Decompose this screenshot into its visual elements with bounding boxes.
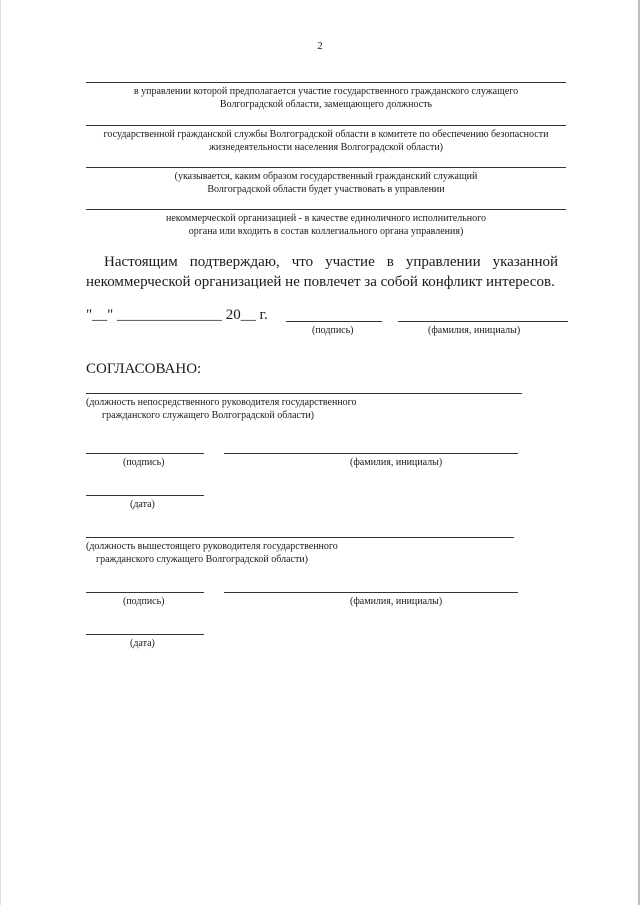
- caption-line: государственной гражданской службы Волгоградской области в комитете по обеспечению безопасности: [103, 129, 549, 140]
- fill-line: [86, 82, 566, 83]
- fill-line: [86, 537, 514, 538]
- caption-line: Волгоградской области, замещающего должность: [219, 99, 433, 110]
- date-day: "__": [86, 307, 114, 323]
- caption-line: некоммерческой организацией - в качестве единоличного исполнительного: [165, 213, 486, 224]
- date-line: [86, 634, 204, 635]
- fill-line: [86, 393, 522, 394]
- date-row: [86, 306, 268, 324]
- caption-line: жизнедеятельности населения Волгоградской области): [208, 142, 444, 153]
- caption-line: (должность непосредственного руководителя государственного: [86, 397, 357, 408]
- page-number: 2: [317, 40, 323, 52]
- signature-caption: (подпись): [312, 325, 354, 336]
- caption-line: (указывается, каким образом государственный гражданский служащий: [174, 171, 478, 182]
- fill-line: [86, 125, 566, 126]
- caption-line: (должность вышестоящего руководителя государственного: [86, 541, 338, 552]
- caption-block-2: [72, 128, 580, 154]
- caption-line: гражданского служащего Волгоградской области): [102, 410, 315, 421]
- name-caption: (фамилия, инициалы): [350, 457, 443, 468]
- caption-line: органа или входить в состав коллегиального органа управления): [188, 226, 464, 237]
- name-caption: (фамилия, инициалы): [350, 596, 443, 607]
- date-caption: (дата): [130, 638, 155, 649]
- caption-block-3: [86, 170, 566, 196]
- caption-line: Волгоградской области будет участвовать в управлении: [207, 184, 445, 195]
- signature-caption: (подпись): [123, 457, 165, 468]
- caption-block-1: [86, 85, 566, 111]
- signature-line: [86, 453, 204, 454]
- confirmation-line: Настоящим подтверждаю, что участие в управлении указанной: [104, 254, 558, 270]
- higher-manager-caption: [86, 540, 526, 566]
- signature-caption: (подпись): [123, 596, 165, 607]
- date-caption: (дата): [130, 499, 155, 510]
- name-line: [224, 592, 518, 593]
- confirmation-paragraph: [86, 252, 558, 292]
- date-month-blank: ______________: [117, 307, 222, 323]
- signature-line: [286, 321, 382, 322]
- signature-line: [86, 592, 204, 593]
- caption-block-4: [86, 212, 566, 238]
- date-year: 20__ г.: [225, 307, 268, 323]
- page-edge-left: [0, 0, 1, 905]
- name-line: [224, 453, 518, 454]
- agreed-heading: СОГЛАСОВАНО:: [86, 361, 202, 377]
- fill-line: [86, 167, 566, 168]
- name-caption: (фамилия, инициалы): [428, 325, 521, 336]
- caption-line: гражданского служащего Волгоградской области): [96, 554, 309, 565]
- confirmation-line: некоммерческой организацией не повлечет за собой конфликт интересов.: [86, 274, 555, 290]
- name-line: [398, 321, 568, 322]
- caption-line: в управлении которой предполагается участие государственного гражданского служащего: [133, 86, 519, 97]
- direct-manager-caption: [86, 396, 526, 422]
- date-line: [86, 495, 204, 496]
- fill-line: [86, 209, 566, 210]
